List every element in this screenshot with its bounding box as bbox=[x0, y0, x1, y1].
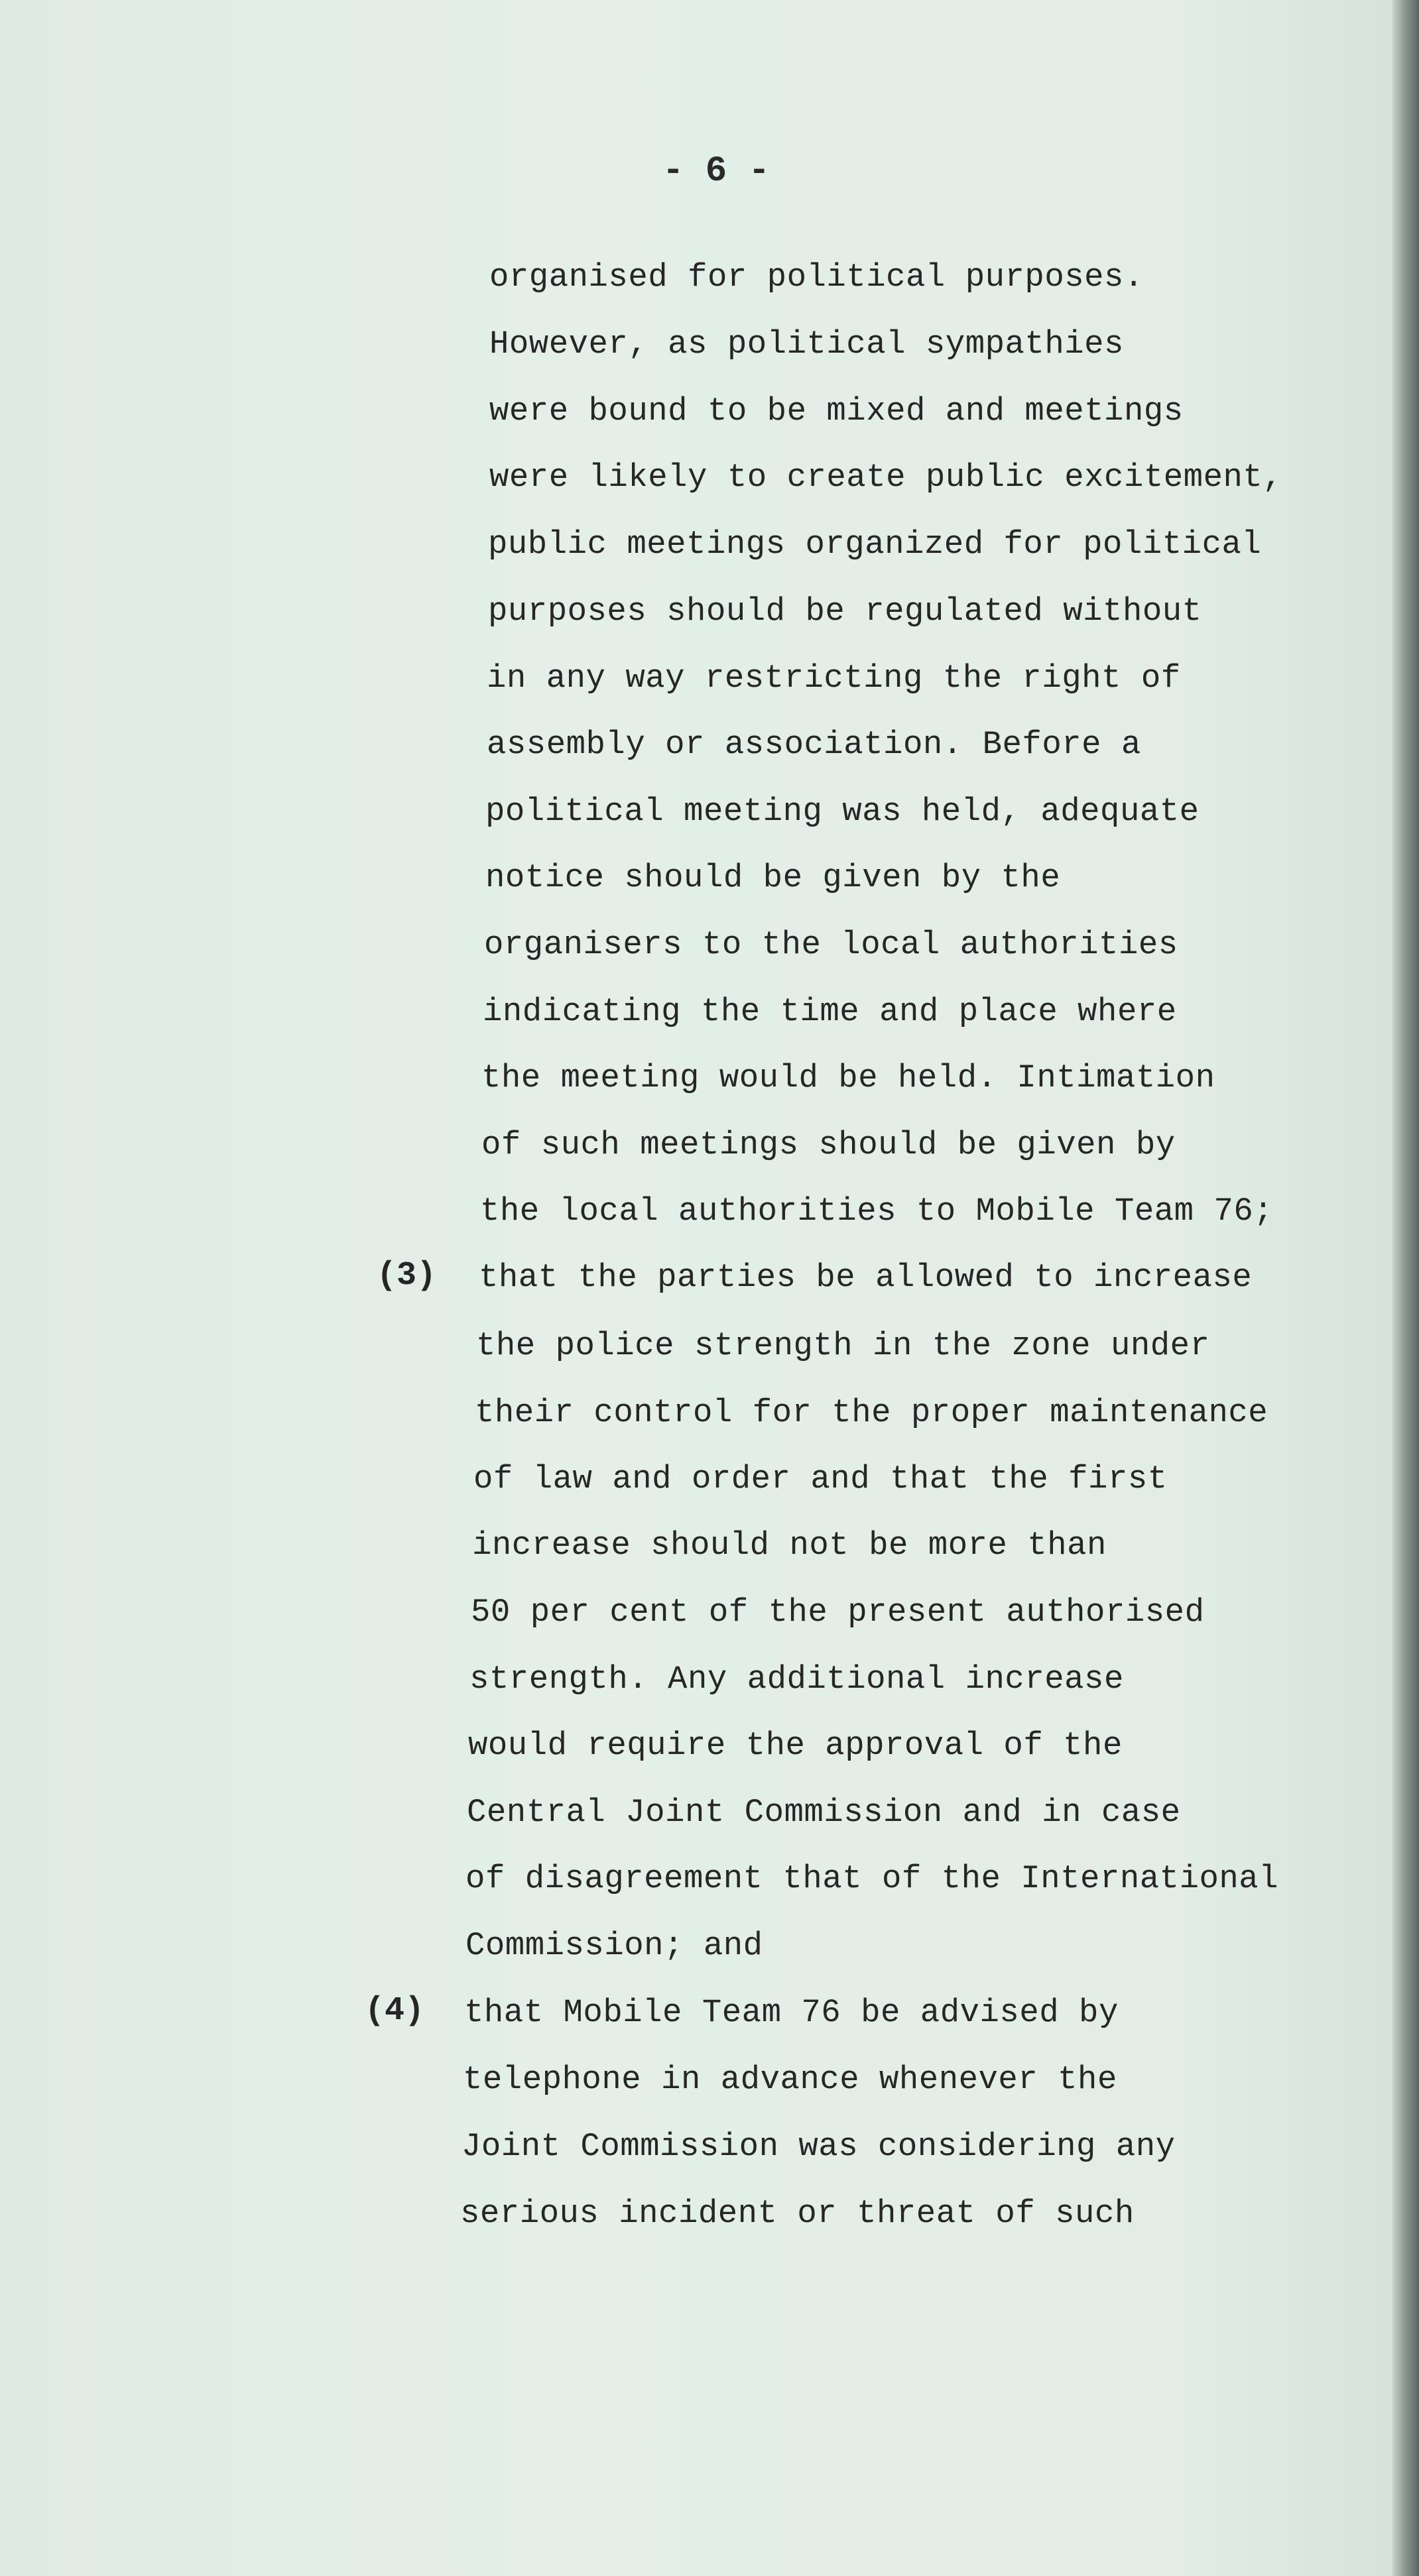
text-line: 50 per cent of the present authorised bbox=[471, 1594, 1205, 1631]
page-number: - 6 - bbox=[662, 151, 771, 192]
text-line: were likely to create public excitement, bbox=[489, 459, 1283, 496]
text-line: that the parties be allowed to increase bbox=[479, 1259, 1253, 1296]
text-line: indicating the time and place where bbox=[483, 993, 1177, 1030]
text-line: of such meetings should be given by bbox=[481, 1126, 1176, 1163]
text-line: serious incident or threat of such bbox=[460, 2195, 1135, 2232]
text-line: Central Joint Commission and in case bbox=[467, 1794, 1181, 1831]
text-line: Joint Commission was considering any bbox=[462, 2128, 1176, 2165]
text-line: telephone in advance whenever the bbox=[463, 2061, 1117, 2098]
text-line: strength. Any additional increase bbox=[469, 1661, 1124, 1698]
text-line: Commission; and bbox=[465, 1927, 763, 1964]
text-line: organisers to the local authorities bbox=[484, 926, 1178, 963]
text-line: notice should be given by the bbox=[485, 859, 1061, 896]
text-line: the meeting would be held. Intimation bbox=[481, 1059, 1215, 1096]
text-line: the police strength in the zone under bbox=[476, 1327, 1210, 1364]
text-line: organised for political purposes. bbox=[489, 259, 1144, 296]
text-line: in any way restricting the right of bbox=[487, 660, 1181, 697]
text-line: public meetings organized for political bbox=[488, 526, 1262, 563]
page-edge-shadow bbox=[1392, 0, 1419, 2576]
text-line: However, as political sympathies bbox=[489, 325, 1124, 363]
text-line: political meeting was held, adequate bbox=[485, 793, 1200, 830]
text-line: that Mobile Team 76 be advised by bbox=[464, 1994, 1119, 2031]
item-number-3: (3) bbox=[377, 1257, 437, 1295]
text-line: assembly or association. Before a bbox=[487, 726, 1141, 763]
text-line: purposes should be regulated without bbox=[488, 593, 1202, 630]
text-line: would require the approval of the bbox=[468, 1727, 1123, 1764]
text-line: of law and order and that the first bbox=[473, 1460, 1168, 1497]
text-line: of disagreement that of the International bbox=[465, 1860, 1279, 1897]
text-line: the local authorities to Mobile Team 76; bbox=[480, 1193, 1274, 1230]
item-number-4: (4) bbox=[365, 1992, 425, 2030]
text-line: increase should not be more than bbox=[472, 1527, 1107, 1564]
text-line: were bound to be mixed and meetings bbox=[489, 392, 1184, 430]
text-line: their control for the proper maintenance bbox=[475, 1394, 1268, 1431]
